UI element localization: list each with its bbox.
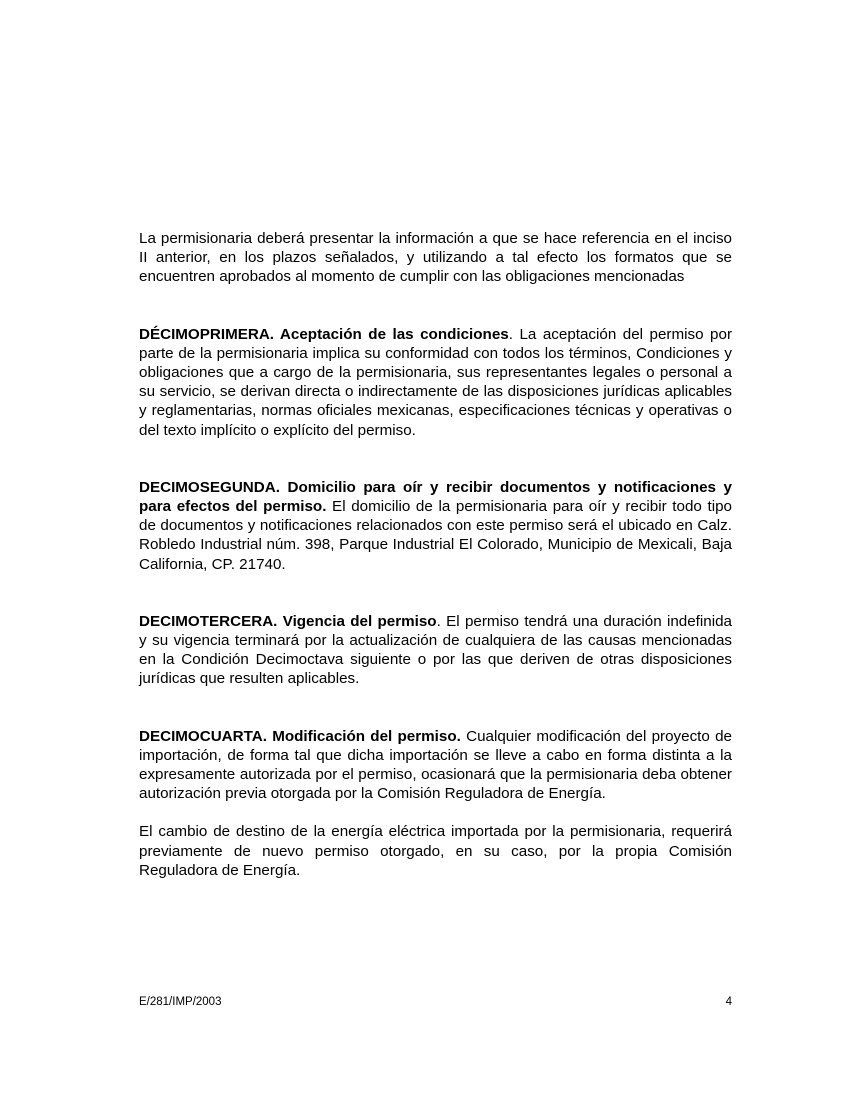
clause-body: Cualquier modificación del proyecto de importación, de forma tal que dicha importación se lleve a cabo en forma distinta a la expresamente autorizada por el permiso, ocasionará que la permisionaria deba obtener autorización previa otorgada por la Comisión Reguladora de Energía. <box>139 727 732 803</box>
clause-decimoprimera <box>139 325 732 440</box>
clause-heading: DECIMOCUARTA. Modificación del permiso. <box>139 727 461 745</box>
clause-heading: DÉCIMOPRIMERA. Aceptación de las condiciones <box>139 325 509 343</box>
clause-body: . La aceptación del permiso por parte de la permisionaria implica su conformidad con todos los términos, Condiciones y obligaciones que a cargo de la permisionaria, sus representantes legales o personal a su servicio, se derivan directa o indirectamente de las disposiciones jurídicas aplicables y reglamentarias, normas oficiales mexicanas, especificaciones técnicas y operativas o del texto implícito o explícito del permiso. <box>139 325 733 439</box>
clause-body: El domicilio de la permisionaria para oír y recibir todo tipo de documentos y notificaciones relacionados con este permiso será el ubicado en Calz. Robledo Industrial núm. 398, Parque Industrial El Colorado, Municipio de Mexicali, Baja California, CP. 21740. <box>139 498 732 573</box>
page-number: 4 <box>725 996 732 1008</box>
document-reference: E/281/IMP/2003 <box>139 996 222 1008</box>
clause-decimosegunda <box>139 478 732 574</box>
clause-body: . El permiso tendrá una duración indefinida y su vigencia terminará por la actualización de cualquiera de las causas mencionadas en la Condición Decimoctava siguiente o por las que deriven de otras disposiciones jurídicas que resulten aplicables. <box>139 612 732 688</box>
clause-heading: DECIMOTERCERA. Vigencia del permiso <box>139 612 437 630</box>
clause-decimotercera <box>139 612 732 689</box>
document-body <box>139 229 732 880</box>
clause-heading: DECIMOSEGUNDA. Domicilio para oír y recibir documentos y notificaciones y para efectos del permiso. <box>139 478 732 516</box>
closing-paragraph: El cambio de destino de la energía eléctrica importada por la permisionaria, requerirá previamente de nuevo permiso otorgado, en su caso, por la propia Comisión Reguladora de Energía. <box>139 823 732 879</box>
clause-decimocuarta <box>139 727 732 804</box>
intro-paragraph: La permisionaria deberá presentar la información a que se hace referencia en el inciso II anterior, en los plazos señalados, y utilizando a tal efecto los formatos que se encuentren aprobados al momento de cumplir con las obligaciones mencionadas <box>139 230 732 286</box>
